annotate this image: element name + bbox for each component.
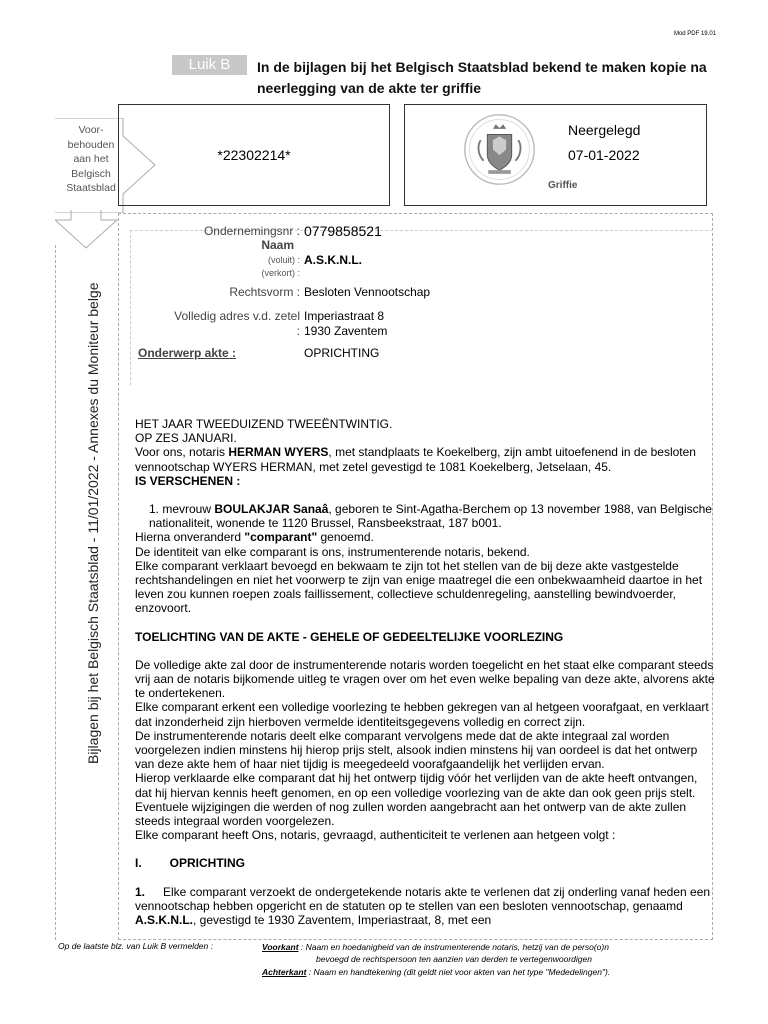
text-span: Hierna onveranderd [135, 530, 245, 545]
body-paragraph: De instrumenterende notaris deelt elke comparant vervolgens mede dat de akte integraal zal worden voorgelezen indien minstens hij hierop prijs stelt, alsook indien minstens hij van oordeel is dat het ontwerp van deze akte hem of haar niet tijdig is meegedeeld voorafgaandelijk het verlijden ervan. [135, 728, 698, 772]
legal-form-value: Besloten Vennootschap [304, 285, 431, 299]
company-block [130, 230, 713, 385]
body-paragraph: Elke comparant verklaart bevoegd en bekwaam te zijn tot het stellen van de bij deze akte vastgestelde rechtshandelingen en niet het voorwerp te zijn van enige maatregel die een onbekwaamheid daartoe in het leven zou kunnen roepen zoals faillissement, collectieve schuldenregeling, aanstelling bewindvoerder, enzovoort. [135, 558, 703, 616]
text-span: 1. [135, 884, 146, 899]
reference-box [118, 104, 390, 206]
body-paragraph: Elke comparant heeft Ons, notaris, gevraagd, authenticiteit te verlenen aan hetgeen volgt : [135, 828, 616, 843]
text-span: : Naam en handtekening (dit geldt niet voor akten van het type "Mededelingen"). [306, 966, 611, 977]
reserved-label-box [55, 118, 125, 213]
belgian-coat-of-arms-icon [462, 112, 537, 187]
side-banner: Bijlagen bij het Belgisch Staatsblad - 11/01/2022 - Annexes du Moniteur belge [85, 282, 101, 764]
name-label: Naam [261, 238, 294, 252]
text-span: , geboren te Sint-Agatha-Berchem op 13 november 1988, van Belgische nationaliteit, wonende te 1120 Brussel, Ransbeekstraat, 187 b001. [149, 502, 712, 531]
address-label: Volledig adres v.d. zetel [174, 309, 300, 323]
text-span: : Naam en hoedanigheid van de instrumenterende notaris, hetzij van de perso(o)n [298, 942, 609, 952]
body-line: OP ZES JANUARI. [135, 431, 237, 446]
text-span: I. [135, 856, 142, 871]
body-heading: IS VERSCHENEN : [135, 473, 241, 488]
body-paragraph: De identiteit van elke comparant is ons, instrumenterende notaris, bekend. [135, 544, 530, 559]
section-heading: TOELICHTING VAN DE AKTE - GEHELE OF GEDEELTELIJKE VOORLEZING [135, 629, 564, 644]
deposit-date: 07-01-2022 [568, 147, 640, 163]
body-paragraph: Elke comparant erkent een volledige voorlezing te hebben gekregen van al hetgeen voorafgaat, en verklaart dat inzonderheid zijn hierboven vermelde identiteitsgegevens volledig en correct zijn. [135, 700, 709, 729]
number-label: Ondernemingsnr : [203, 224, 300, 238]
deposit-box [404, 104, 707, 206]
body-paragraph [135, 445, 715, 473]
body-paragraph: Eventuele wijzigingen die werden of nog zullen worden aangebracht aan het ontwerp van de akte zullen steeds integraal worden voorgelezen. [135, 799, 687, 829]
text-span: , gevestigd te 1930 Zaventem, Imperiastraat, 8, met een [193, 913, 492, 928]
address-colon: : [296, 324, 300, 338]
text-span: OPRICHTING [169, 856, 246, 871]
page-title: In de bijlagen bij het Belgisch Staatsblad bekend te maken kopie na neerlegging van de akte ter griffie [257, 59, 707, 96]
down-arrow-icon [55, 210, 119, 250]
deposit-office: Griffie [548, 180, 578, 191]
subject-value: OPRICHTING [304, 346, 380, 360]
address-line1: Imperiastraat 8 [304, 309, 385, 323]
voorkant-label: Voorkant [262, 942, 299, 952]
text-span: 1. mevrouw [149, 502, 215, 517]
party-name: BOULAKJAR Sanaâ [214, 502, 329, 517]
company-name: A.S.K.N.L. [135, 913, 194, 928]
luik-badge: Luik B [172, 55, 247, 75]
full-name-label: (voluit) : [267, 255, 300, 265]
footer-note: Op de laatste blz. van Luik B vermelden : [58, 941, 213, 951]
deposit-label: Neergelegd [568, 122, 641, 138]
body-paragraph [135, 502, 715, 530]
deed-body [135, 417, 715, 927]
text-span: genoemd. [317, 530, 374, 545]
subject-label: Onderwerp akte : [138, 346, 237, 360]
address-line2: 1930 Zaventem [304, 324, 388, 338]
reference-number: *22302214* [217, 147, 291, 163]
form-code: Mod PDF 19.01 [673, 31, 716, 37]
reserved-label: Voor-behouden aan het Belgisch Staatsblad [66, 124, 116, 195]
body-paragraph: De volledige akte zal door de instrumenterende notaris worden toegelicht en het staat elke comparant steeds vrij aan de notaris bijkomende uitleg te vragen over om het even welke bepaling van deze akte, alvorens akte te ondertekenen. [135, 657, 715, 701]
full-name-value: A.S.K.N.L. [304, 253, 363, 267]
body-line: HET JAAR TWEEDUIZEND TWEEËNTWINTIG. [135, 417, 393, 431]
text-span: Voor ons, notaris [135, 445, 229, 460]
section-heading [135, 856, 715, 870]
text-span: , met standplaats te Koekelberg, zijn ambt uitoefenend in de besloten vennootschap WYERS HERMAN, met zetel gevestigd te 1081 Koekelberg, Jetselaan, 45. [135, 445, 696, 474]
text-span: Elke comparant verzoekt de ondergetekende notaris akte te verlenen dat zij onderling vanaf heden een vennootschap hebben opgericht en de statuten op te stellen van een besloten vennootschap, genaamd [135, 884, 711, 913]
body-paragraph: Hierop verklaarde elke comparant dat hij het ontwerp tijdig vóór het verlijden van de akte heeft ontvangen, dat hij hiervan kennis heeft genomen, en op een volledige voorlezing van de akte dan ook geen prijs stelt. [135, 771, 698, 800]
number-value: 0779858521 [304, 223, 382, 239]
body-paragraph [135, 885, 715, 928]
footer-instructions: Voorkant : Naam en hoedanigheid van de instrumenterende notaris, hetzij van de perso(o)n bevoegd de rechtspersoon ten aanzien van derden te vertegenwoordigen Achterkant : Naam en handtekening (dit geldt niet voor akten van het type "Mededelingen"). [262, 942, 611, 977]
achterkant-label: Achterkant [262, 966, 307, 977]
legal-form-label: Rechtsvorm : [229, 285, 300, 299]
short-name-label: (verkort) : [261, 268, 300, 278]
notary-name: HERMAN WYERS [228, 445, 329, 460]
text-span: "comparant" [244, 530, 318, 545]
body-paragraph [135, 530, 715, 544]
